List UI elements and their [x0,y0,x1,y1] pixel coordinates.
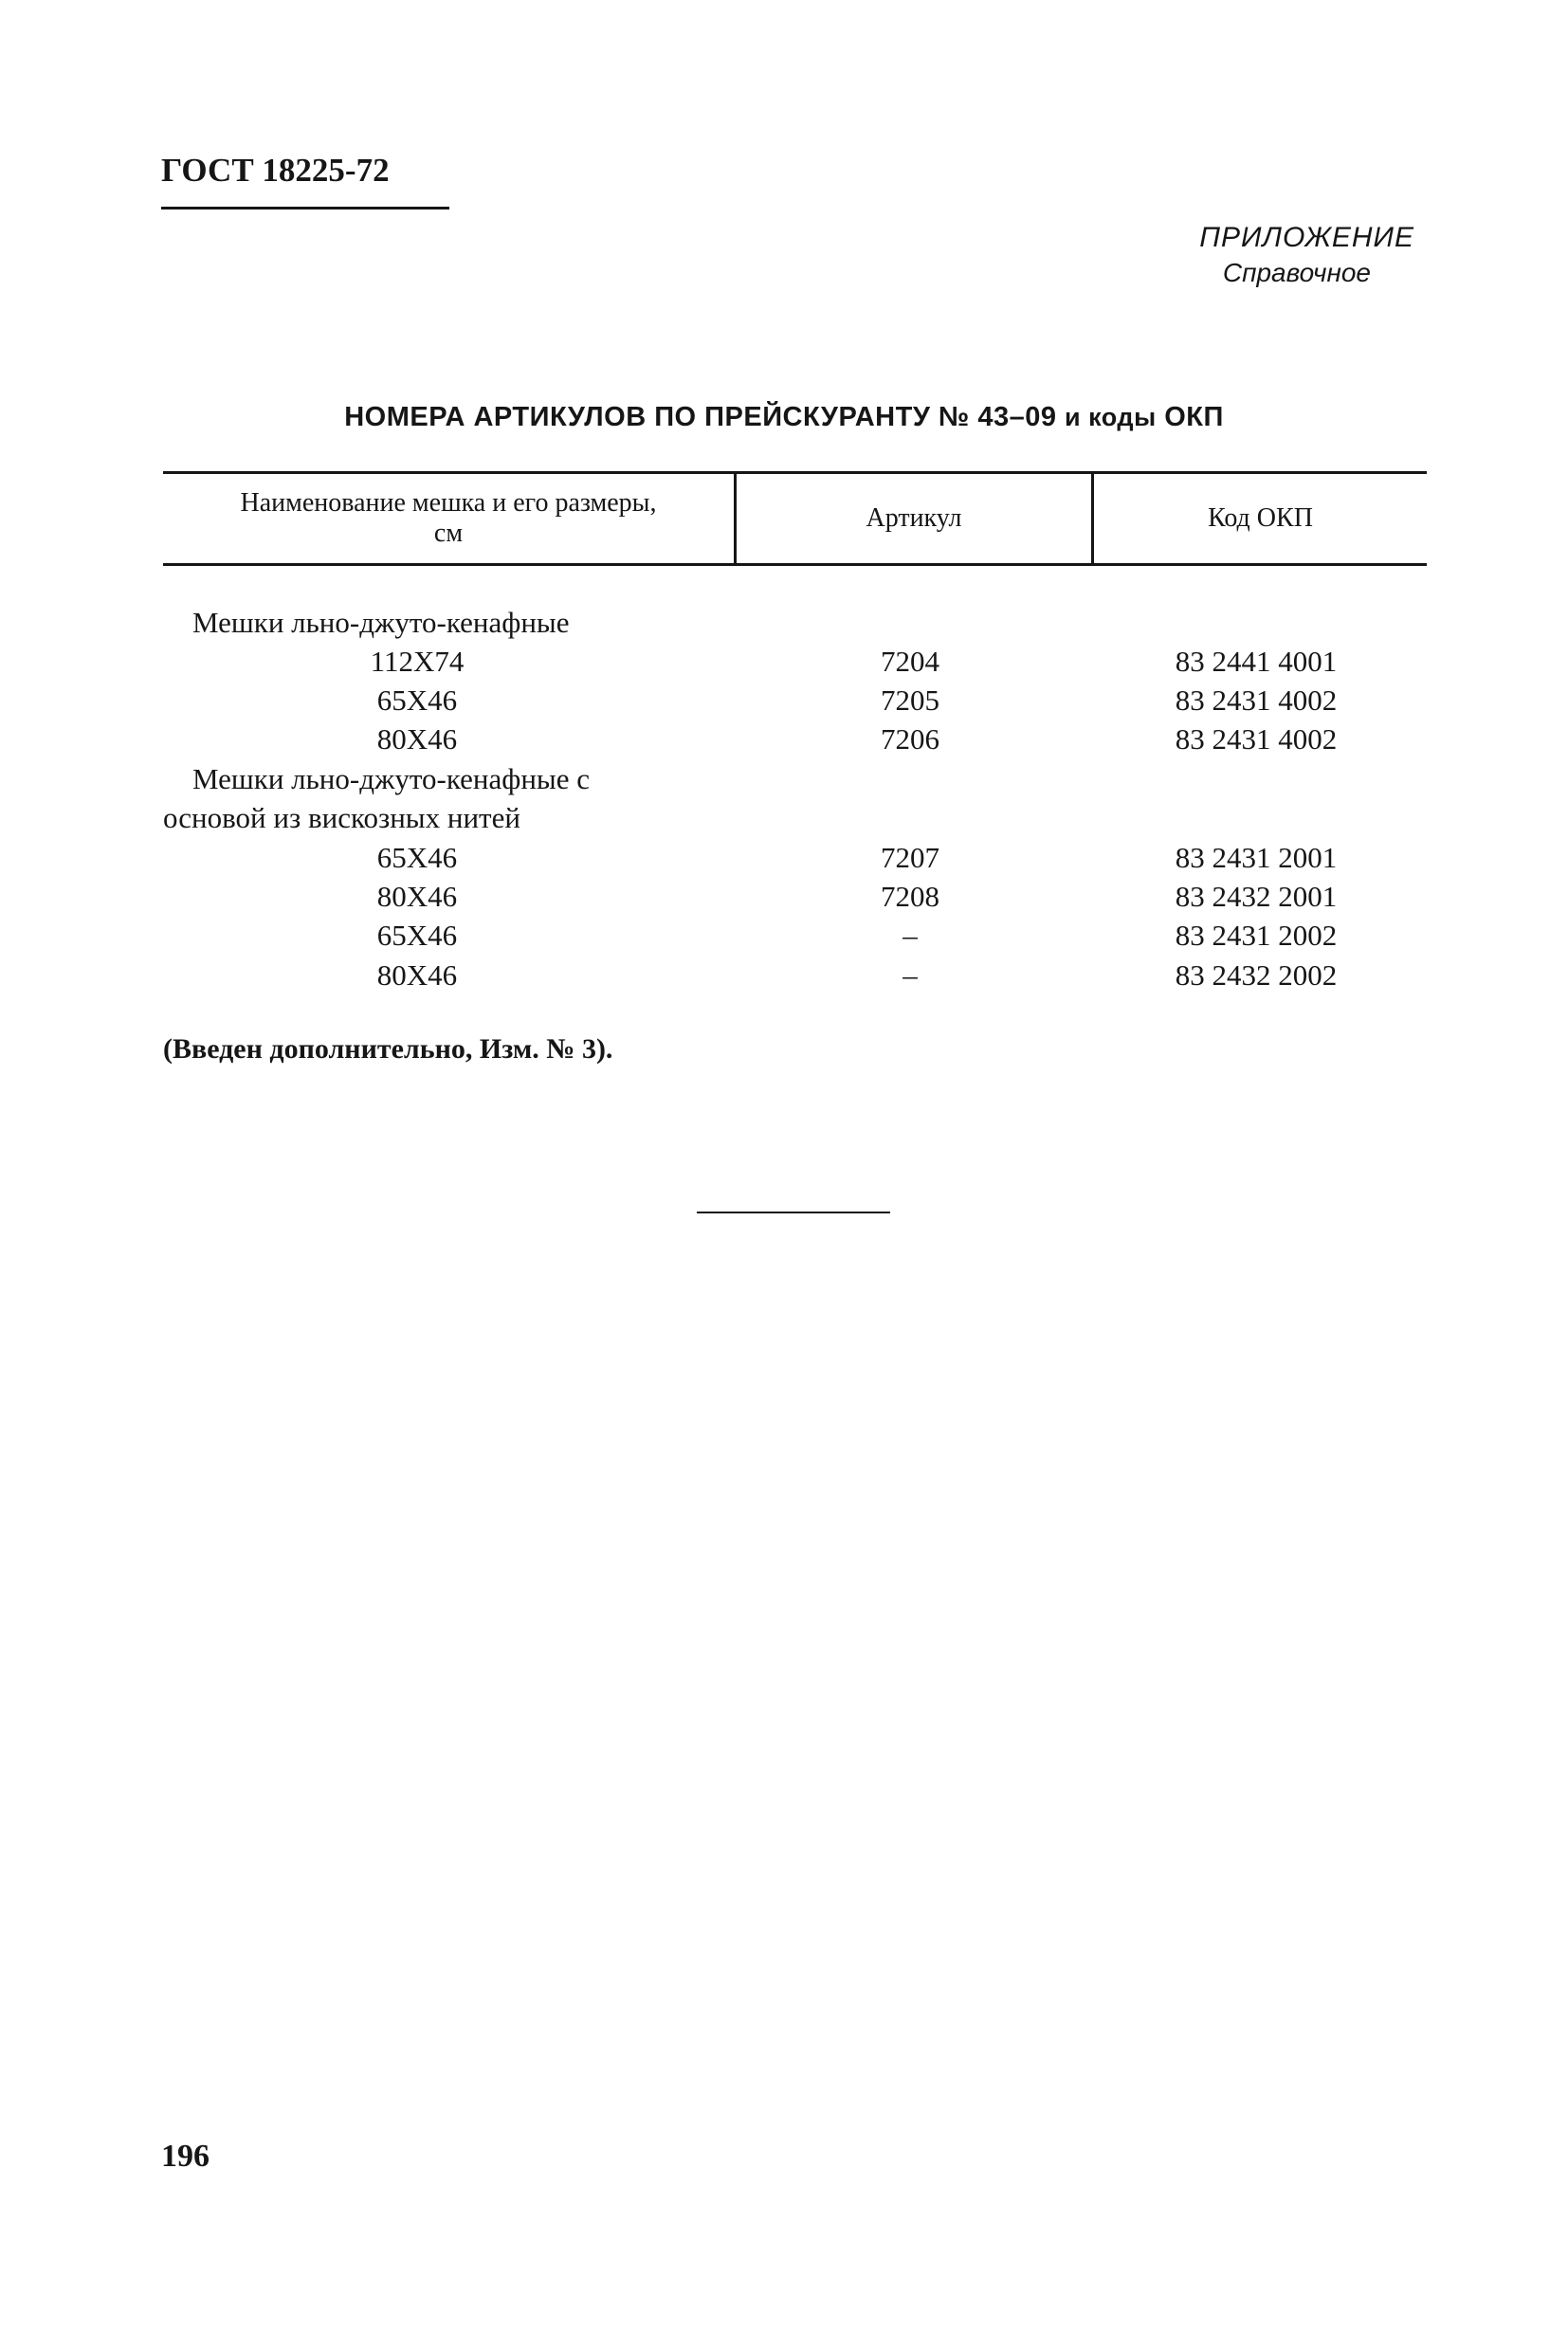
column-header-name [163,473,734,564]
cell-article: 7204 [881,645,939,678]
table-header-rule [163,563,1427,566]
cell-article: – [903,919,918,952]
cell-okp: 83 2431 2002 [1175,919,1338,952]
document-code: ГОСТ 18225-72 [161,152,390,189]
cell-okp: 83 2431 4002 [1175,722,1338,756]
cell-size: 80Х46 [376,722,458,756]
table-title-tail: и коды [1065,403,1157,431]
column-header-article: Артикул [866,503,962,533]
header-underline [161,207,449,210]
table-row [0,681,1568,720]
group-name: Мешки льно-джуто-кенафные [192,606,570,639]
table-row [0,720,1568,759]
column-header-okp: Код ОКП [1208,503,1313,533]
cell-okp: 83 2432 2002 [1175,958,1338,992]
cell-article: 7207 [881,841,939,874]
cell-size: 65Х46 [376,683,458,717]
section-end-rule [697,1212,890,1213]
appendix-label [1199,222,1414,288]
cell-size: 65Х46 [376,919,458,952]
cell-article: 7205 [881,683,939,717]
table-group-heading [0,798,1568,838]
table-title-main: НОМЕРА АРТИКУЛОВ ПО ПРЕЙСКУРАНТУ № 43–09 [344,402,1057,432]
cell-size: 112Х74 [370,645,465,678]
cell-article: 7206 [881,722,939,756]
table-row [0,956,1568,995]
table-row [0,916,1568,956]
cell-article: – [903,958,918,992]
appendix-title: ПРИЛОЖЕНИЕ [1199,222,1414,253]
group-name-line1: Мешки льно-джуто-кенафные с [192,762,591,795]
table-title-end: ОКП [1164,402,1224,432]
appendix-subtitle: Справочное [1222,258,1371,287]
cell-size: 65Х46 [376,841,458,874]
cell-size: 80Х46 [376,880,458,913]
cell-size: 80Х46 [376,958,458,992]
cell-okp: 83 2431 2001 [1175,841,1338,874]
page-number: 196 [161,2139,210,2174]
amendment-note: (Введен дополнительно, Изм. № 3). [163,1033,613,1065]
table-row [0,877,1568,917]
table-row [0,838,1568,878]
table-group-heading [0,759,1568,799]
group-name-line2: основой из вискозных нитей [163,801,520,834]
cell-okp: 83 2441 4001 [1175,645,1338,678]
cell-okp: 83 2431 4002 [1175,683,1338,717]
cell-okp: 83 2432 2001 [1175,880,1338,913]
table-title [0,402,1568,433]
column-header-name-text: Наименование мешка и его размеры, см [240,488,657,548]
cell-article: 7208 [881,880,939,913]
table-row [0,642,1568,682]
table-group-heading [0,603,1568,643]
